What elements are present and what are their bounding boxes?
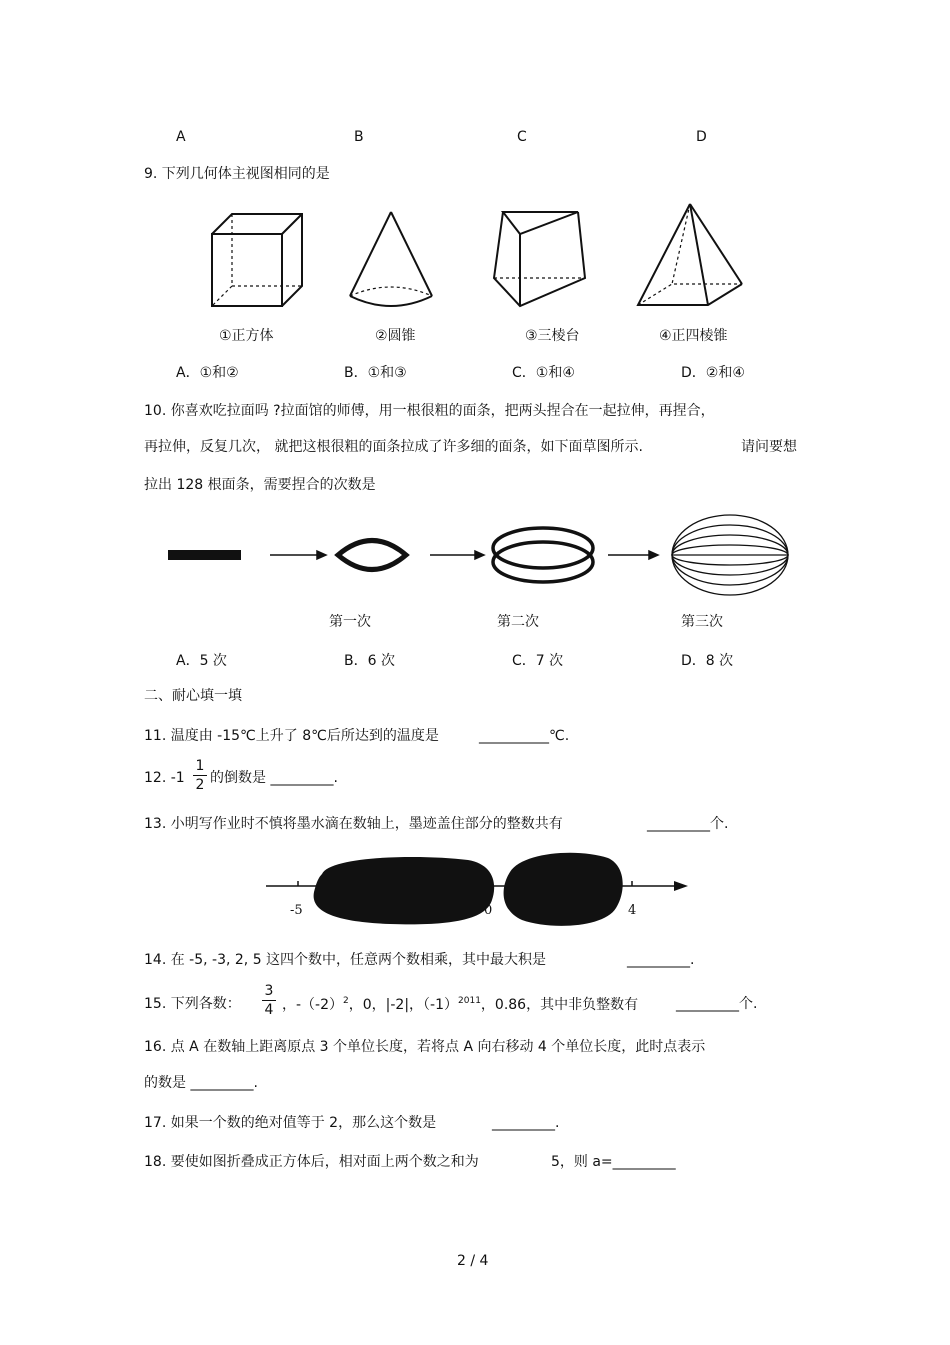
q15-exponent-1: 2 — [343, 996, 349, 1006]
q9-label-frustum: ③三棱台 — [525, 328, 580, 344]
q16-line-1: 16. 点 A 在数轴上距离原点 3 个单位长度，若将点 A 向右移动 4 个单位长度，此时点表示 — [144, 1039, 706, 1055]
q15-part-2: ，0，|-2|，（-1） — [348, 997, 459, 1013]
axis-label-0: 0 — [484, 903, 493, 918]
q14-question: 14. 在 -5, -3, 2, 5 这四个数中，任意两个数相乘，其中最大积是 — [144, 952, 547, 968]
q15-numerator: 3 — [264, 983, 274, 999]
q10-line-3: 拉出 128 根面条，需要捏合的次数是 — [144, 477, 376, 493]
q10-line-2-end: 请问要想 — [741, 439, 797, 455]
q17-blank: _________. — [492, 1115, 560, 1131]
q15-prefix: 15. 下列各数： — [144, 996, 241, 1012]
q9-option-c: C．①和④ — [512, 365, 575, 381]
cube-figure — [212, 214, 302, 306]
q15-part-3: ，0.86，其中非负整数有 — [480, 997, 639, 1013]
q15-blank: _________个. — [676, 996, 758, 1012]
q10-caption-3: 第三次 — [681, 614, 723, 630]
q10-option-a: A．5 次 — [176, 653, 227, 669]
q11-blank: __________℃. — [479, 728, 570, 744]
q12-suffix: 的倒数是 _________. — [210, 770, 338, 786]
q9-label-pyramid: ④正四棱锥 — [659, 328, 728, 344]
q12-denominator: 2 — [195, 777, 205, 793]
q9-option-b: B．①和③ — [344, 365, 407, 381]
q9-option-a: A．①和② — [176, 365, 239, 381]
q8-option-c: C — [517, 129, 527, 145]
q8-option-a: A — [176, 129, 186, 145]
q15-denominator: 4 — [264, 1002, 274, 1018]
q17-question: 17. 如果一个数的绝对值等于 2，那么这个数是 — [144, 1115, 437, 1131]
q18-question: 18. 要使如图折叠成正方体后，相对面上两个数之和为 — [144, 1154, 479, 1170]
q9-label-cube: ①正方体 — [219, 328, 274, 344]
q15-number-list — [282, 997, 638, 1012]
q10-option-c: C．7 次 — [512, 653, 564, 669]
q12-numerator: 1 — [195, 758, 205, 774]
q11-question: 11. 温度由 -15℃上升了 8℃后所达到的温度是 — [144, 728, 439, 744]
q9-option-d: D．②和④ — [681, 365, 745, 381]
q10-caption-2: 第二次 — [497, 614, 539, 630]
q15-fraction — [262, 984, 276, 1017]
page-number: 2 / 4 — [457, 1253, 489, 1269]
axis-label-4: 4 — [628, 903, 637, 918]
q18-tail: 5，则 a=_________ — [551, 1154, 676, 1170]
ink-blot-right — [504, 853, 623, 926]
section-2-title: 二、耐心填一填 — [144, 688, 242, 704]
q12-prefix: 12. -1 — [144, 770, 185, 786]
q15-part-1: ，-（-2） — [282, 997, 344, 1013]
cone-figure — [350, 212, 432, 306]
q15-exponent-2: 2011 — [458, 996, 481, 1006]
q8-option-d: D — [696, 129, 707, 145]
pyramid-figure — [638, 204, 742, 305]
q9-solids-figure — [200, 198, 760, 313]
q9-question: 9. 下列几何体主视图相同的是 — [144, 166, 330, 182]
q16-line-2: 的数是 _________. — [144, 1075, 258, 1091]
q13-blank: _________个. — [647, 816, 729, 832]
q10-caption-1: 第一次 — [329, 614, 371, 630]
q10-line-2: 再拉伸，反复几次， 就把这根很粗的面条拉成了许多细的面条，如下面草图所示. — [144, 439, 643, 455]
axis-label-minus5: -5 — [290, 903, 303, 918]
q10-option-d: D．8 次 — [681, 653, 734, 669]
q8-option-b: B — [354, 129, 364, 145]
q9-label-cone: ②圆锥 — [375, 328, 416, 344]
q10-line-1: 10. 你喜欢吃拉面吗 ?拉面馆的师傅，用一根很粗的面条，把两头捏合在一起拉伸，再捏合， — [144, 403, 715, 419]
number-line-figure — [260, 848, 700, 928]
q10-option-b: B．6 次 — [344, 653, 395, 669]
q13-question: 13. 小明写作业时不慎将墨水滴在数轴上，墨迹盖住部分的整数共有 — [144, 816, 563, 832]
frustum-figure — [494, 212, 585, 306]
q14-blank: _________. — [627, 952, 695, 968]
q12-fraction — [193, 759, 207, 792]
noodle-figure — [160, 508, 800, 603]
ink-blot-left — [314, 857, 495, 924]
